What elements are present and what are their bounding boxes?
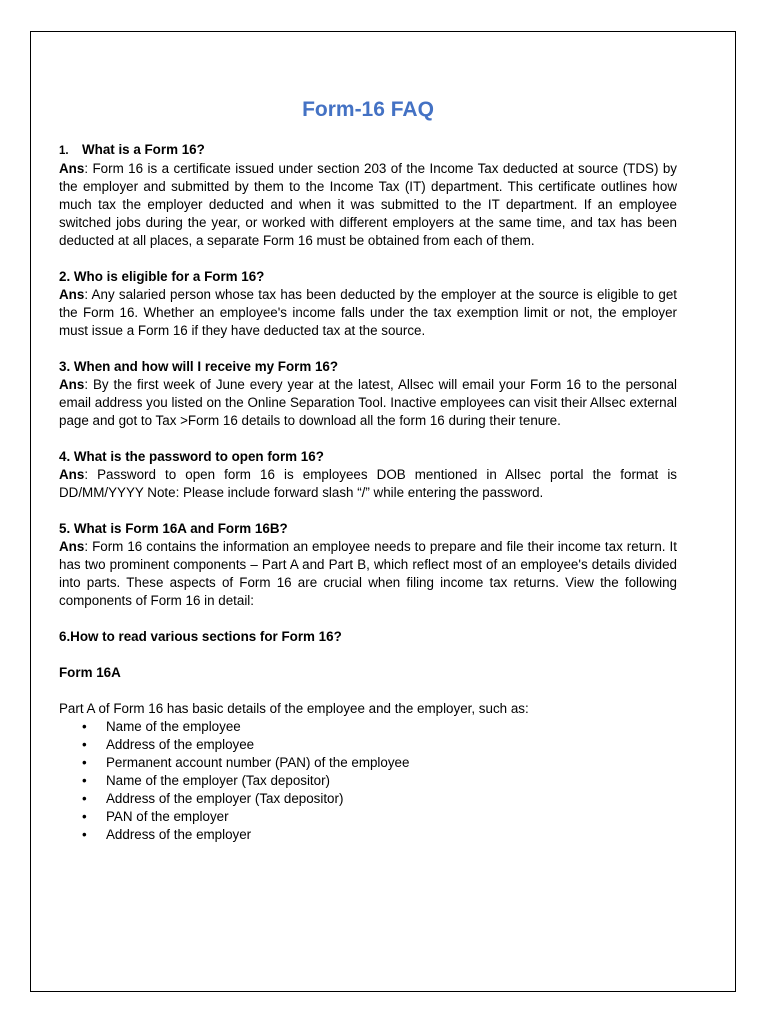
section-6-heading: 6.How to read various sections for Form 16? — [59, 629, 342, 644]
faq-answer-5 — [59, 538, 677, 610]
faq-question-4: 4. What is the password to open form 16? — [59, 449, 324, 464]
list-item: • PAN of the employer — [106, 808, 677, 826]
faq-answer-5-text: : Form 16 contains the information an employee needs to prepare and file their income tax return. It has two prominent components – Part A and Part B, which reflect most of an employee's details divided into parts. These aspects of Form 16 are crucial when filing income tax returns. View the following components of Form 16 in detail: — [59, 539, 677, 608]
faq-question-5: 5. What is Form 16A and Form 16B? — [59, 521, 288, 536]
faq-answer-2-text: : Any salaried person whose tax has been deducted by the employer at the source is eligible to get the Form 16. Whether an employee's income falls under the tax exemption limit or not, the employer must issue a Form 16 if they have deducted tax at the source. — [59, 287, 677, 338]
list-item: • Address of the employee — [106, 736, 677, 754]
faq-answer-4-text: : Password to open form 16 is employees DOB mentioned in Allsec portal the format is DD/MM/YYYY Note: Please include forward slash “/” while entering the password. — [59, 467, 677, 500]
faq-question-2: 2. Who is eligible for a Form 16? — [59, 269, 265, 284]
list-item: • Name of the employer (Tax depositor) — [106, 772, 677, 790]
answer-label: Ans — [59, 287, 85, 302]
answer-label: Ans — [59, 377, 85, 392]
faq-answer-3-text: : By the first week of June every year at the latest, Allsec will email your Form 16 to the personal email address you listed on the Online Separation Tool. Inactive employees can visit their Allsec external page and got to Tax >Form 16 details to download all the form 16 during their tenure. — [59, 377, 677, 428]
list-item: • Address of the employer (Tax depositor) — [106, 790, 677, 808]
faq-question-1 — [59, 141, 677, 160]
faq-number-1: 1. — [59, 145, 69, 157]
answer-label: Ans — [59, 161, 85, 176]
answer-label: Ans — [59, 467, 85, 482]
part-a-list — [59, 718, 677, 844]
faq-answer-3 — [59, 376, 677, 430]
faq-question-3: 3. When and how will I receive my Form 16? — [59, 359, 339, 374]
form16a-heading: Form 16A — [59, 665, 121, 680]
faq-answer-4 — [59, 466, 677, 502]
faq-answer-1-text: : Form 16 is a certificate issued under section 203 of the Income Tax deducted at source (TDS) by the employer and submitted by them to the Income Tax (IT) department. This certificate outlines how much tax the employer deducted and when it was submitted to the IT department. If an employee switched jobs during the year, or worked with different employers at the same time, and tax has been deducted at all places, a separate Form 16 must be obtained from each of them. — [59, 161, 677, 248]
part-a-intro: Part A of Form 16 has basic details of the employee and the employer, such as: — [59, 701, 529, 716]
faq-answer-2 — [59, 286, 677, 340]
faq-answer-1 — [59, 160, 677, 250]
list-item: • Permanent account number (PAN) of the employee — [106, 754, 677, 772]
document-content — [59, 96, 677, 844]
faq-question-1-text: What is a Form 16? — [82, 142, 205, 157]
list-item: • Name of the employee — [106, 718, 677, 736]
answer-label: Ans — [59, 539, 85, 554]
document-title: Form-16 FAQ — [302, 98, 434, 121]
list-item: • Address of the employer — [106, 826, 677, 844]
